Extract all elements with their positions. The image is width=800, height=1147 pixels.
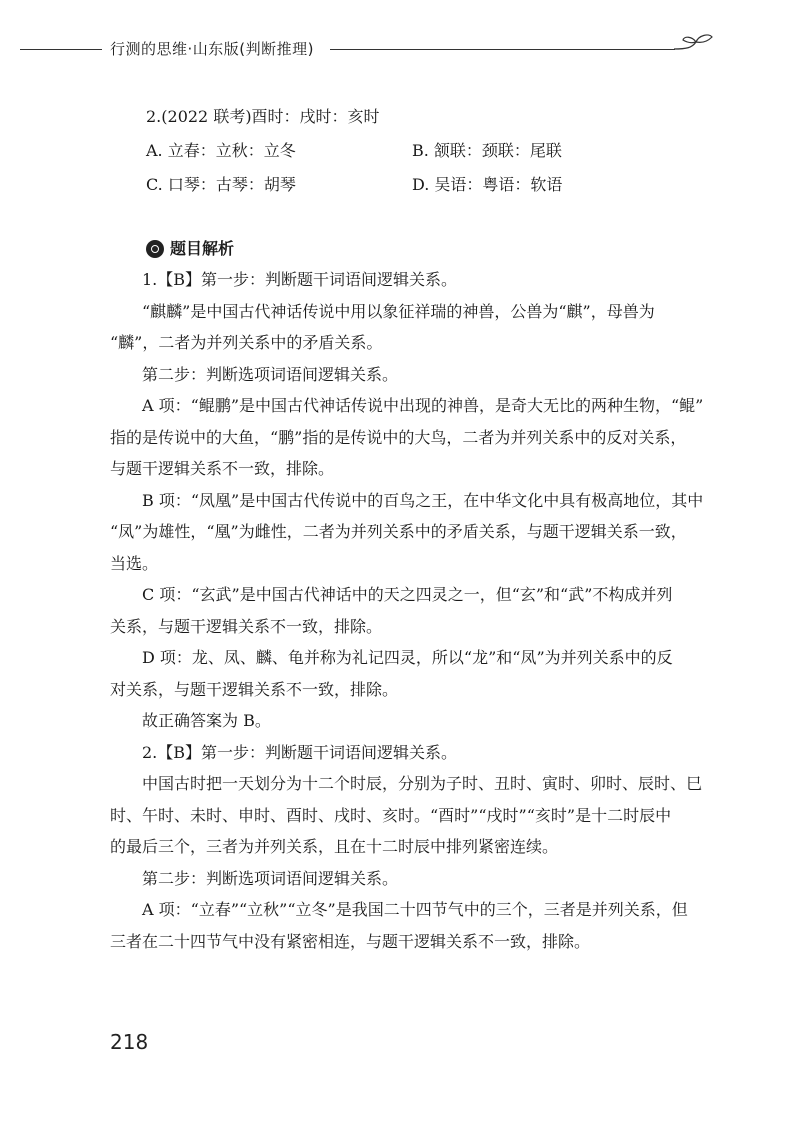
analysis-line: “凤”为雄性，“凰”为雌性，二者为并列关系中的矛盾关系，与题干逻辑关系一致，	[110, 522, 687, 541]
page-number: 218	[110, 1030, 149, 1054]
analysis-line: C 项：“玄武”是中国古代神话中的天之四灵之一，但“玄”和“武”不构成并列	[142, 585, 673, 604]
header-title: 行测的思维·山东版(判断推理)	[110, 40, 314, 58]
header-rule-left	[20, 49, 102, 50]
option-a: A. 立春：立秋：立冬	[146, 141, 296, 160]
option-c: C. 口琴：古琴：胡琴	[146, 175, 296, 194]
analysis-line: 2.【B】第一步：判断题干词语间逻辑关系。	[142, 742, 458, 762]
analysis-line: 关系，与题干逻辑关系不一致，排除。	[110, 616, 383, 636]
analysis-line: “麟”，二者为并列关系中的矛盾关系。	[110, 333, 383, 352]
running-header	[0, 30, 800, 70]
question-stem: 2.(2022 联考)酉时：戌时：亥时	[146, 107, 380, 126]
analysis-heading	[146, 234, 710, 264]
analysis-line: 第二步：判断选项词语间逻辑关系。	[142, 868, 399, 888]
question-options	[146, 134, 710, 214]
analysis-line: 第二步：判断选项词语间逻辑关系。	[142, 364, 399, 384]
analysis-line: D 项：龙、凤、麟、龟并称为礼记四灵，所以“龙”和“凤”为并列关系中的反	[142, 648, 673, 667]
analysis-line: 1.【B】第一步：判断题干词语间逻辑关系。	[142, 270, 458, 289]
analysis-line: 三者在二十四节气中没有紧密相连，与题干逻辑关系不一致，排除。	[110, 931, 591, 951]
analysis-line: 中国古时把一天划分为十二个时辰，分别为子时、丑时、寅时、卯时、辰时、巳	[142, 774, 703, 793]
analysis-line: A 项：“鲲鹏”是中国古代神话传说中出现的神兽，是奇大无比的两种生物，“鲲”	[142, 396, 704, 415]
option-b: B. 颔联：颈联：尾联	[412, 141, 562, 160]
analysis-line: A 项：“立春”“立秋”“立冬”是我国二十四节气中的三个，三者是并列关系，但	[142, 900, 688, 919]
analysis-line: 的最后三个，三者为并列关系，且在十二时辰中排列紧密连续。	[110, 837, 559, 856]
analysis-badge-icon	[146, 240, 164, 258]
sprout-ornament-icon	[672, 30, 720, 60]
analysis-line: B 项：“凤凰”是中国古代传说中的百鸟之王，在中华文化中具有极高地位，其中	[142, 490, 704, 510]
analysis-line: 与题干逻辑关系不一致，排除。	[110, 459, 335, 478]
analysis-line: “麒麟”是中国古代神话传说中用以象征祥瑞的神兽，公兽为“麒”，母兽为	[142, 301, 655, 321]
option-d: D. 吴语：粤语：软语	[412, 175, 563, 194]
analysis-line: 故正确答案为 B。	[142, 711, 271, 730]
analysis-body	[110, 264, 710, 957]
header-rule-right	[330, 49, 675, 50]
analysis-line: 时、午时、未时、申时、酉时、戌时、亥时。“酉时”“戌时”“亥时”是十二时辰中	[110, 805, 672, 825]
analysis-title: 题目解析	[170, 239, 235, 258]
page-content	[110, 100, 710, 957]
analysis-line: 对关系，与题干逻辑关系不一致，排除。	[110, 679, 399, 699]
analysis-line: 指的是传说中的大鱼，“鹏”指的是传说中的大鸟，二者为并列关系中的反对关系，	[110, 427, 687, 447]
analysis-line: 当选。	[110, 553, 159, 573]
